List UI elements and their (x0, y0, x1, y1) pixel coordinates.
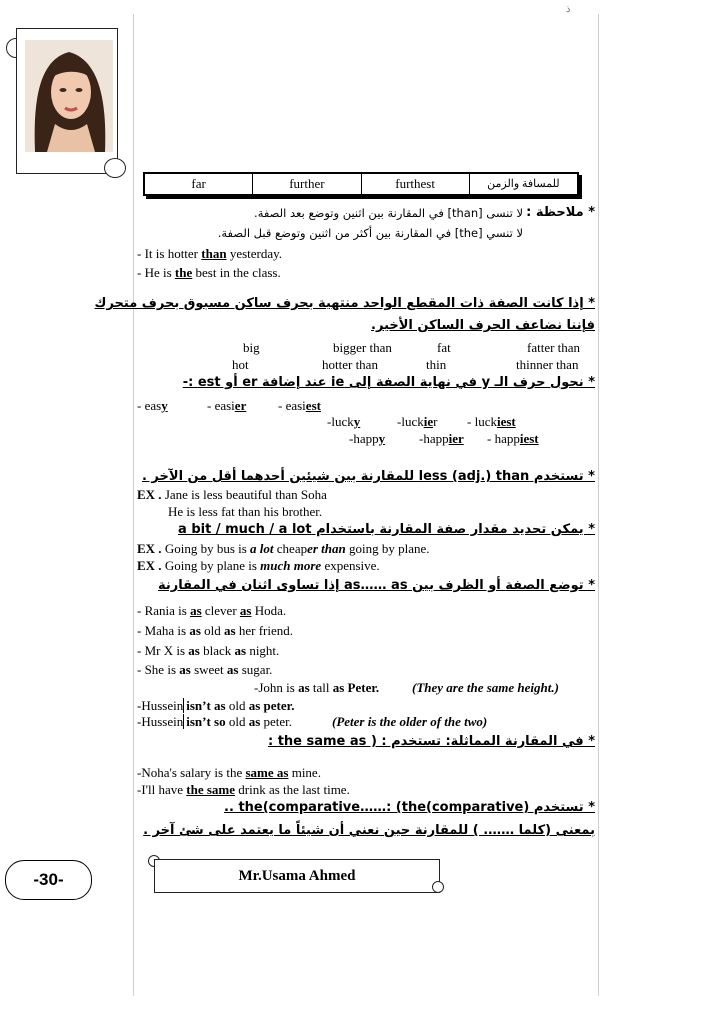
less-example-2: He is less fat than his brother. (168, 504, 323, 519)
portrait-photo (25, 40, 113, 152)
word-easiest: - easiest (278, 398, 321, 413)
word-thinner: thinner than (516, 357, 579, 372)
example-best: - He is the best in the class. (137, 265, 281, 280)
rule-double-consonant-2: فإننا نضاعف الحرف الساكن الأخير. (371, 318, 595, 333)
lot-example-1: EX . Going by bus is a lot cheaper than going by plane. (137, 541, 430, 556)
scroll-roll-icon (104, 158, 126, 178)
table-cell-furthest: furthest (361, 174, 469, 194)
word-thin: thin (426, 357, 447, 372)
note-label: * ملاحظة : (526, 205, 595, 220)
word-easier: - easier (207, 398, 247, 413)
word-bigger: bigger than (333, 340, 392, 355)
word-lucky: -lucky (327, 414, 361, 429)
photo-scroll-frame (4, 18, 128, 180)
rule-y-to-ie: * نحول حرف الـ y في نهاية الصفة إلى ie عند إضافة er أو est :- (182, 375, 595, 390)
word-happiest: - happiest (487, 431, 539, 446)
rule-as-as: * توضع الصفة أو الظرف بين as…… as إذا تساوى اثنان في المقارنة (157, 578, 595, 593)
word-hot: hot (232, 357, 249, 372)
table-cell-usage: للمسافة والزمن (469, 174, 577, 194)
as-example: - Rania is as clever as Hoda. (137, 603, 287, 618)
same-example-2: -I'll have the same drink as the last time. (137, 782, 350, 797)
hussein-note: (Peter is the older of the two) (332, 714, 488, 729)
note-line-2: لا تنسي [the] في المقارنة بين أكثر من اثنين وتوضع قبل الصفة. (217, 226, 523, 240)
page-number: -30- (5, 860, 92, 900)
note-line-1: لا تنسى [than] في المقارنة بين اثنين وتوضع بعد الصفة. (254, 206, 523, 220)
word-big: big (243, 340, 260, 355)
rule-less-than: * تستخدم less (adj.) than للمقارنة بين شيئين أحدهما أقل من الآخر . (141, 469, 595, 484)
table-cell-further: further (252, 174, 360, 194)
john-example: -John is as tall as Peter. (254, 680, 380, 695)
word-luckiest: - luckiest (467, 414, 516, 429)
scroll-roll-icon (432, 881, 444, 893)
rule-the-same-as: * في المقارنة المماثلة: تستخدم : ( the same as : (267, 734, 595, 749)
comparison-table (143, 172, 579, 196)
word-happy: -happy (349, 431, 386, 446)
table-cell-far: far (191, 176, 206, 191)
word-happier: -happier (419, 431, 464, 446)
same-example-1: -Noha's salary is the same as mine. (137, 765, 321, 780)
less-example-1: EX . Jane is less beautiful than Soha (137, 487, 327, 502)
word-fat: fat (437, 340, 451, 355)
author-name: Mr.Usama Ahmed (154, 859, 440, 893)
rule-double-consonant: * إذا كانت الصفة ذات المقطع الواحد منتهية بحرف ساكن مسبوق بحرف متحرك (94, 296, 595, 311)
word-hotter: hotter than (322, 357, 378, 372)
author-scroll (148, 855, 444, 893)
as-example: - Mr X is as black as night. (137, 643, 280, 658)
hussein-example-1: -Hussein isn’t as old as peter. (137, 698, 295, 713)
rule-the-comparative: * تستخدم (the(comparative……: (the(comparative .. (224, 800, 595, 815)
word-fatter: fatter than (527, 340, 581, 355)
rule-the-comparative-meaning: بمعنى (كلما ……. ) للمقارنة حين نعني أن شيئاً ما يعتمد على شئ آخر . (143, 823, 595, 838)
word-luckier: -luckier (397, 414, 438, 429)
rule-a-bit-much-a-lot: * يمكن تحديد مقدار صفة المقارنة باستخدام a bit / much / a lot (178, 522, 595, 537)
word-easy: - easy (137, 398, 168, 413)
example-hotter: - It is hotter than yesterday. (137, 246, 283, 261)
lot-example-2: EX . Going by plane is much more expensive. (137, 558, 380, 573)
corner-mark: ذ (566, 4, 571, 15)
hussein-example-2: -Hussein isn’t so old as peter. (137, 714, 293, 729)
as-example: - Maha is as old as her friend. (137, 623, 293, 638)
portrait-image (25, 40, 113, 152)
as-example: - She is as sweet as sugar. (137, 662, 273, 677)
john-note: (They are the same height.) (412, 680, 559, 695)
